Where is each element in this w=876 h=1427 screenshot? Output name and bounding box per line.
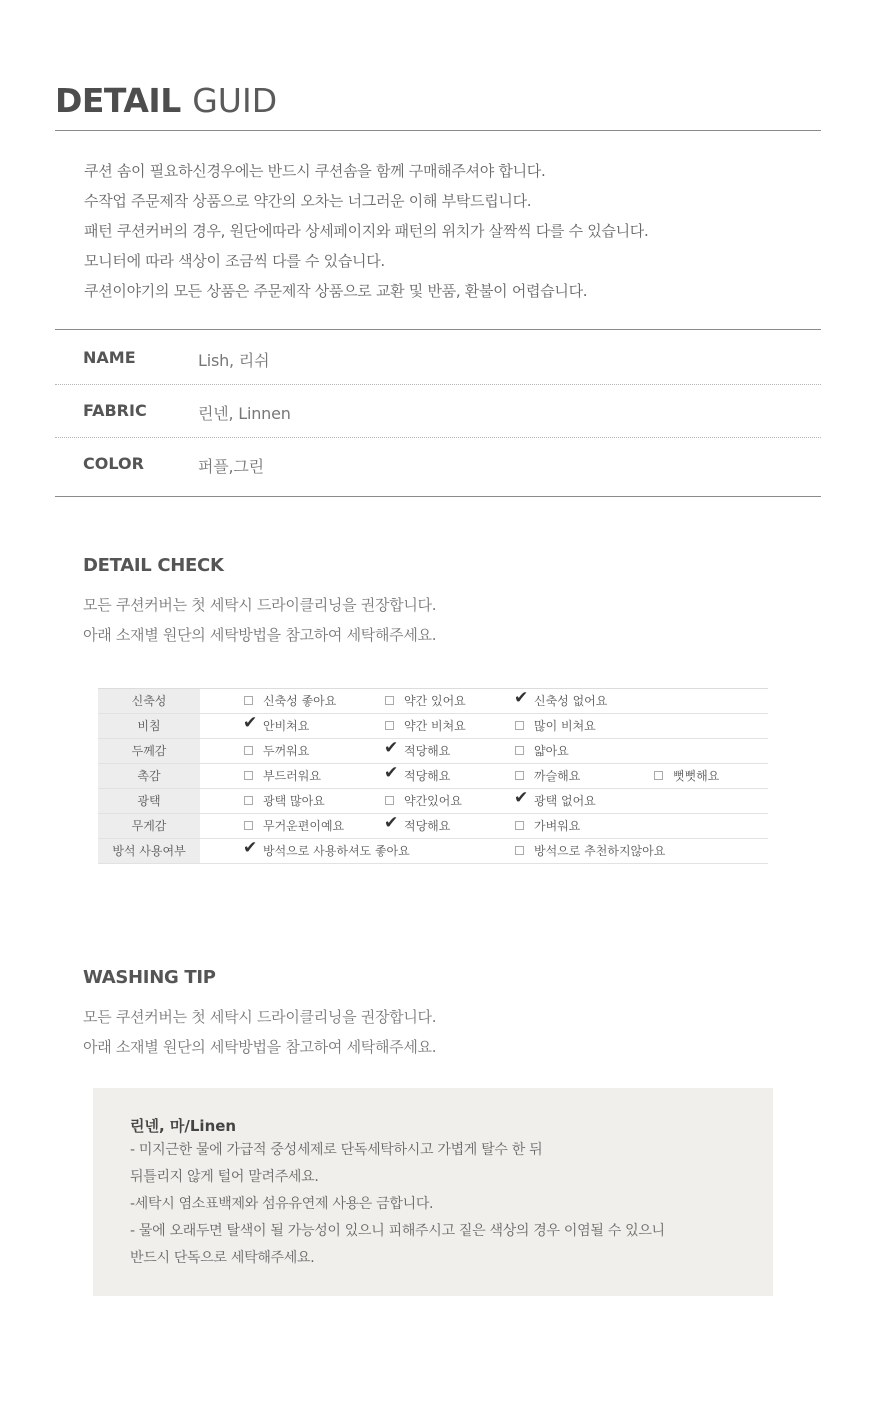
page-title-light: GUID	[192, 81, 278, 120]
notice-line: 쿠션 솜이 필요하신경우에는 반드시 쿠션솜을 함께 구매해주셔야 합니다.	[84, 162, 546, 180]
desc-line: 모든 쿠션커버는 첫 세탁시 드라이클리닝을 권장합니다.	[83, 1008, 437, 1026]
page-title	[55, 80, 277, 122]
spec-bottom-divider	[55, 496, 821, 497]
checkmark-icon: ✔	[243, 838, 258, 858]
check-option-label: 안비쳐요	[263, 719, 310, 733]
checkbox-empty-icon	[385, 721, 394, 730]
washing-instructions	[130, 1137, 665, 1272]
check-category: 두께감	[98, 739, 200, 763]
checkmark-icon: ✔	[243, 713, 258, 733]
check-option-label: 방석으로 추천하지않아요	[534, 844, 666, 858]
detail-check-table	[98, 688, 768, 864]
check-row	[98, 814, 768, 839]
checkmark-icon: ✔	[514, 688, 529, 708]
check-option-label: 무거운편이예요	[263, 819, 345, 833]
check-row	[98, 839, 768, 864]
spec-top-divider	[55, 329, 821, 330]
check-option-label: 많이 비쳐요	[534, 719, 596, 733]
notice-line: 패턴 쿠션커버의 경우, 원단에따라 상세페이지와 패턴의 위치가 살짝씩 다를 수 있습니다.	[84, 222, 649, 240]
notice-line: 수작업 주문제작 상품으로 약간의 오차는 너그러운 이해 부탁드립니다.	[84, 192, 532, 210]
check-option-label: 광택 없어요	[534, 794, 596, 808]
check-category: 광택	[98, 789, 200, 813]
notice-line: 쿠션이야기의 모든 상품은 주문제작 상품으로 교환 및 반품, 환불이 어렵습니다.	[84, 282, 588, 300]
checkbox-empty-icon	[515, 821, 524, 830]
check-option-label: 광택 많아요	[263, 794, 325, 808]
checkbox-empty-icon	[244, 696, 253, 705]
instruction-line: -세탁시 염소표백제와 섬유유연제 사용은 금합니다.	[130, 1196, 434, 1212]
check-option-label: 까슬해요	[534, 769, 581, 783]
check-category: 방석 사용여부	[98, 839, 200, 863]
check-option-label: 적당해요	[404, 769, 451, 783]
instruction-line: - 미지근한 물에 가급적 중성세제로 단독세탁하시고 가볍게 탈수 한 뒤	[130, 1142, 543, 1158]
detail-check-heading: DETAIL CHECK	[83, 555, 224, 576]
notice-line: 모니터에 따라 색상이 조금씩 다를 수 있습니다.	[84, 252, 385, 270]
instruction-line: 뒤틀리지 않게 털어 말려주세요.	[130, 1169, 319, 1185]
check-category: 신축성	[98, 689, 200, 713]
spec-value: 린넨, Linnen	[198, 404, 291, 423]
checkbox-empty-icon	[244, 821, 253, 830]
checkmark-icon: ✔	[514, 788, 529, 808]
check-option-label: 적당해요	[404, 744, 451, 758]
spec-row-name	[55, 332, 821, 384]
washing-tip-heading: WASHING TIP	[83, 967, 216, 988]
check-option-label: 약간있어요	[404, 794, 462, 808]
check-option-label: 방석으로 사용하셔도 좋아요	[263, 844, 410, 858]
check-option-label: 뻣뻣해요	[673, 769, 720, 783]
title-divider	[55, 130, 821, 131]
check-row	[98, 789, 768, 814]
checkbox-empty-icon	[385, 796, 394, 805]
checkbox-empty-icon	[654, 771, 663, 780]
checkbox-empty-icon	[515, 721, 524, 730]
check-row	[98, 764, 768, 789]
spec-label: COLOR	[83, 454, 144, 473]
desc-line: 아래 소재별 원단의 세탁방법을 참고하여 세탁해주세요.	[83, 626, 437, 644]
spec-label: NAME	[83, 348, 136, 367]
spec-row-fabric	[55, 385, 821, 437]
check-option-label: 부드러워요	[263, 769, 321, 783]
spec-value: 퍼플,그린	[198, 457, 264, 476]
instruction-line: 반드시 단독으로 세탁해주세요.	[130, 1250, 315, 1266]
spec-value: Lish, 리쉬	[198, 351, 270, 370]
washing-info-box	[93, 1088, 773, 1296]
check-category: 촉감	[98, 764, 200, 788]
instruction-line: - 물에 오래두면 탈색이 될 가능성이 있으니 피해주시고 짙은 색상의 경우 이염될 수 있으니	[130, 1223, 665, 1239]
check-category: 비침	[98, 714, 200, 738]
checkbox-empty-icon	[515, 846, 524, 855]
page-title-bold: DETAIL	[55, 81, 181, 120]
check-row	[98, 739, 768, 764]
check-option-label: 약간 비쳐요	[404, 719, 466, 733]
check-row	[98, 714, 768, 739]
checkmark-icon: ✔	[384, 813, 399, 833]
checkmark-icon: ✔	[384, 738, 399, 758]
check-category: 무게감	[98, 814, 200, 838]
check-row	[98, 689, 768, 714]
washing-box-title: 린넨, 마/Linen	[130, 1117, 237, 1135]
check-option-label: 얇아요	[534, 744, 569, 758]
checkbox-empty-icon	[244, 796, 253, 805]
notice-list	[84, 156, 648, 306]
checkbox-empty-icon	[515, 771, 524, 780]
check-option-label: 약간 있어요	[404, 694, 466, 708]
washing-tip-desc	[83, 1002, 436, 1062]
checkbox-empty-icon	[244, 771, 253, 780]
detail-check-desc	[83, 590, 436, 650]
check-option-label: 두꺼워요	[263, 744, 310, 758]
check-option-label: 신축성 좋아요	[263, 694, 337, 708]
check-option-label: 신축성 없어요	[534, 694, 608, 708]
check-option-label: 적당해요	[404, 819, 451, 833]
checkbox-empty-icon	[515, 746, 524, 755]
checkbox-empty-icon	[385, 696, 394, 705]
checkbox-empty-icon	[244, 746, 253, 755]
check-option-label: 가벼워요	[534, 819, 581, 833]
desc-line: 모든 쿠션커버는 첫 세탁시 드라이클리닝을 권장합니다.	[83, 596, 437, 614]
spec-row-color	[55, 438, 821, 490]
checkmark-icon: ✔	[384, 763, 399, 783]
desc-line: 아래 소재별 원단의 세탁방법을 참고하여 세탁해주세요.	[83, 1038, 437, 1056]
spec-label: FABRIC	[83, 401, 147, 420]
